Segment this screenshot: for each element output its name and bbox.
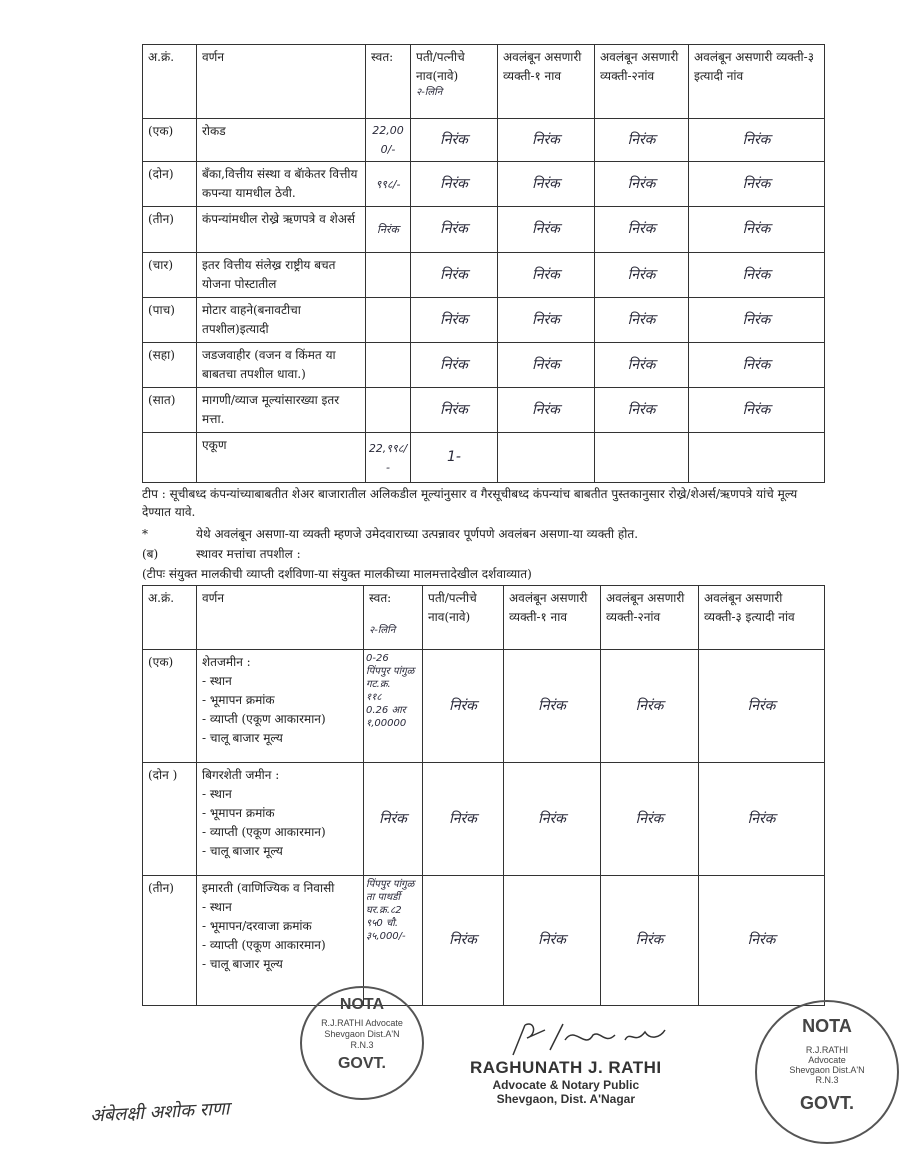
handwritten-value: निरंक bbox=[504, 650, 601, 763]
column-header-label: अ.क्रं. bbox=[148, 50, 175, 64]
handwritten-value: निरंक bbox=[498, 253, 595, 298]
note-joint-ownership: (टीपः संयुक्त मालकीची व्याप्ती दर्शविणा-या संयुक्त मालकीच्या मालमत्तादेखील दर्शवाव्यात) bbox=[142, 567, 532, 581]
serial-number: (तीन) bbox=[143, 876, 197, 1006]
serial-number: (एक) bbox=[143, 650, 197, 763]
column-header bbox=[143, 45, 197, 119]
serial-number: (दोन) bbox=[143, 162, 197, 207]
column-header bbox=[143, 586, 197, 650]
handwritten-value bbox=[366, 253, 411, 298]
handwritten-value: निरंक bbox=[498, 207, 595, 253]
section-label: (ब) bbox=[142, 547, 159, 561]
note-listed-companies: टीप : सूचीबध्द कंपन्यांच्याबाबतीत शेअर बाजारातील अलिकडील मूल्यांनुसार व गैरसूचीबध्द कंपन्यांच बाबतीत पुस्तकानुसार रोख्रे/शेअर्स/ऋणपत्रे यांचे मूल्य देण्यात यावे. bbox=[142, 487, 798, 519]
asset-description: बँका,वित्तीय संस्था व बॅाकेतर वित्तीय कपन्या यामधील ठेवी. bbox=[197, 162, 366, 207]
header-row bbox=[143, 586, 825, 650]
section-heading bbox=[142, 545, 824, 563]
column-header bbox=[504, 586, 601, 650]
handwritten-value: निरंक bbox=[504, 763, 601, 876]
notary-stamp-top: NOTA R.J.RATHI Advocate Shevgaon Dist.A'N R.N.3 GOVT. bbox=[300, 986, 424, 1100]
handwritten-value: निरंक bbox=[699, 763, 825, 876]
handwritten-note: २-लिनि bbox=[416, 87, 443, 98]
handwritten-value: 1- bbox=[411, 433, 498, 483]
asset-description: एकूण bbox=[197, 433, 366, 483]
movable-assets-table bbox=[142, 44, 825, 483]
handwritten-note: २-लिनि bbox=[369, 625, 396, 636]
notary-stamp-bottom: NOTA R.J.RATHI Advocate Shevgaon Dist.A'N R.N.3 GOVT. bbox=[755, 1000, 899, 1144]
handwritten-value: निरंक bbox=[595, 162, 689, 207]
serial-number: (सात) bbox=[143, 388, 197, 433]
column-header-label: स्वत: bbox=[371, 50, 394, 64]
notary-name: RAGHUNATH J. RATHI bbox=[470, 1058, 662, 1077]
handwritten-value: निरंक bbox=[689, 253, 825, 298]
handwritten-value: निरंक bbox=[411, 343, 498, 388]
notes-block bbox=[142, 485, 824, 583]
column-header-label: पती/पत्नीचे नाव(नावे) bbox=[428, 591, 477, 624]
handwritten-value: निरंक bbox=[411, 253, 498, 298]
table-row bbox=[143, 207, 825, 253]
column-header-label: अवलंबून असणारी व्यक्ती-३ इत्यादी नांव bbox=[704, 591, 795, 624]
handwritten-value: निरंक bbox=[689, 162, 825, 207]
column-header-label: अवलंबून असणारी व्यक्ती-२नांव bbox=[606, 591, 685, 624]
document-body bbox=[142, 44, 824, 1006]
handwritten-value: निरंक bbox=[411, 119, 498, 162]
notary-place: Shevgaon, Dist. A'Nagar bbox=[496, 1092, 636, 1106]
handwritten-value bbox=[498, 433, 595, 483]
serial-number: (चार) bbox=[143, 253, 197, 298]
notary-block bbox=[470, 1058, 662, 1106]
asset-description: बिगरशेती जमीन : - स्थान - भूमापन क्रमांक - व्याप्ती (एकूण आकारमान) - चालू बाजार मूल्य bbox=[197, 763, 364, 876]
handwritten-value: निरंक bbox=[595, 253, 689, 298]
handwritten-value: निरंक bbox=[423, 763, 504, 876]
column-header bbox=[364, 586, 423, 650]
handwritten-value: निरंक bbox=[699, 876, 825, 1006]
column-header-label: स्वत: bbox=[369, 591, 392, 605]
handwritten-value: निरंक bbox=[595, 207, 689, 253]
handwritten-value: निरंक bbox=[689, 298, 825, 343]
asset-description: इतर वित्तीय संलेख्र राष्ट्रीय बचत योजना पोस्टातील bbox=[197, 253, 366, 298]
self-value: पिंपपुर पांगुळ ता पाथर्डी घर.क्र.८2 ९५0 चौ. ३५,000/- bbox=[364, 876, 423, 1006]
immovable-assets-table bbox=[142, 585, 825, 1006]
handwritten-value bbox=[366, 388, 411, 433]
handwritten-value: निरंक bbox=[699, 650, 825, 763]
column-header-label: अ.क्रं. bbox=[148, 591, 175, 605]
handwritten-value: निरंक bbox=[498, 162, 595, 207]
asset-description: मोटार वाहने(बनावटीचा तपशील)इत्यादी bbox=[197, 298, 366, 343]
serial-number: (पाच) bbox=[143, 298, 197, 343]
handwritten-value: निरंक bbox=[411, 388, 498, 433]
handwritten-value: निरंक bbox=[601, 876, 699, 1006]
handwritten-value: निरंक bbox=[498, 298, 595, 343]
serial-number: (दोन ) bbox=[143, 763, 197, 876]
handwritten-value: निरंक bbox=[689, 119, 825, 162]
column-header-label: अवलंबून असणारी व्यक्ती-१ नाव bbox=[509, 591, 588, 624]
handwritten-value: निरंक bbox=[423, 876, 504, 1006]
handwritten-value: निरंक bbox=[423, 650, 504, 763]
handwritten-value: निरंक bbox=[595, 388, 689, 433]
column-header bbox=[689, 45, 825, 119]
asset-description: मागणी/व्याज मूल्यांसारख्या इतर मत्ता. bbox=[197, 388, 366, 433]
column-header-label: अवलंबून असणारी व्यक्ती-२नांव bbox=[600, 50, 679, 83]
column-header bbox=[595, 45, 689, 119]
serial-number: (एक) bbox=[143, 119, 197, 162]
column-header-label: अवलंबून असणारी व्यक्ती-१ नाव bbox=[503, 50, 582, 83]
column-header-label: अवलंबून असणारी व्यक्ती-३ इत्यादी नांव bbox=[694, 50, 814, 83]
asset-description: शेतजमीन : - स्थान - भूमापन क्रमांक - व्याप्ती (एकूण आकारमान) - चालू बाजार मूल्य bbox=[197, 650, 364, 763]
table-row bbox=[143, 388, 825, 433]
asset-description: रोकड bbox=[197, 119, 366, 162]
handwritten-value: 22,000/- bbox=[366, 119, 411, 162]
section-title: स्थावर मत्तांचा तपशील : bbox=[196, 547, 301, 561]
handwritten-value bbox=[595, 433, 689, 483]
table-row bbox=[143, 763, 825, 876]
serial-number: (सहा) bbox=[143, 343, 197, 388]
column-header bbox=[498, 45, 595, 119]
table-row bbox=[143, 162, 825, 207]
handwritten-value: निरंक bbox=[595, 119, 689, 162]
table-row bbox=[143, 119, 825, 162]
column-header bbox=[601, 586, 699, 650]
column-header bbox=[197, 586, 364, 650]
column-header bbox=[699, 586, 825, 650]
serial-number bbox=[143, 433, 197, 483]
handwritten-value: निरंक bbox=[498, 388, 595, 433]
table-row bbox=[143, 253, 825, 298]
self-value: 0-26 पिंपपुर पांगुळ गट.क्र. ११८ 0.26 आर १,00000 bbox=[364, 650, 423, 763]
column-header-label: पती/पत्नीचे नाव(नावे) bbox=[416, 50, 465, 83]
table-row bbox=[143, 298, 825, 343]
deponent-signature: अंबेलक्षी अशोक राणा bbox=[89, 1098, 230, 1127]
self-value: निरंक bbox=[364, 763, 423, 876]
column-header-label: वर्णन bbox=[202, 591, 225, 605]
table-row bbox=[143, 650, 825, 763]
column-header-label: वर्णन bbox=[202, 50, 225, 64]
asset-description: इमारती (वाणिज्यिक व निवासी - स्थान - भूमापन/दरवाजा क्रमांक - व्याप्ती (एकूण आकारमान) - चालू बाजार मूल्य bbox=[197, 876, 364, 1006]
handwritten-value: निरंक bbox=[601, 763, 699, 876]
column-header bbox=[423, 586, 504, 650]
note-star-row bbox=[142, 525, 824, 543]
handwritten-value: निरंक bbox=[411, 207, 498, 253]
column-header bbox=[366, 45, 411, 119]
handwritten-value: निरंक bbox=[595, 343, 689, 388]
handwritten-value: निरंक bbox=[498, 343, 595, 388]
handwritten-value: निरंक bbox=[366, 207, 411, 253]
table-row bbox=[143, 343, 825, 388]
handwritten-value: निरंक bbox=[498, 119, 595, 162]
column-header bbox=[411, 45, 498, 119]
handwritten-value: निरंक bbox=[689, 207, 825, 253]
asset-description: कंपन्यांमधील रोख्रे ऋणपत्रे व शेअर्स bbox=[197, 207, 366, 253]
handwritten-value bbox=[689, 433, 825, 483]
handwritten-value: निरंक bbox=[411, 162, 498, 207]
header-row bbox=[143, 45, 825, 119]
handwritten-value: ९९८/- bbox=[366, 162, 411, 207]
asset-description: जडजवाहीर (वजन व किंमत या बाबतचा तपशील धावा.) bbox=[197, 343, 366, 388]
handwritten-value: निरंक bbox=[689, 343, 825, 388]
handwritten-value: निरंक bbox=[601, 650, 699, 763]
table-row bbox=[143, 433, 825, 483]
table-row bbox=[143, 876, 825, 1006]
note-star: * bbox=[142, 527, 148, 541]
serial-number: (तीन) bbox=[143, 207, 197, 253]
column-header bbox=[197, 45, 366, 119]
handwritten-value: निरंक bbox=[504, 876, 601, 1006]
handwritten-value: निरंक bbox=[595, 298, 689, 343]
handwritten-value bbox=[366, 343, 411, 388]
notary-title: Advocate & Notary Public bbox=[492, 1078, 640, 1092]
note-dependents: येथे अवलंबून असणा-या व्यक्ती म्हणजे उमेदवाराच्या उत्पन्नावर पूर्णपणे अवलंबन असणा-या व्यक्ती होत. bbox=[196, 527, 639, 541]
handwritten-value: निरंक bbox=[689, 388, 825, 433]
notary-signature bbox=[505, 1020, 675, 1060]
handwritten-value: निरंक bbox=[411, 298, 498, 343]
handwritten-value: 22,९९८/- bbox=[366, 433, 411, 483]
handwritten-value bbox=[366, 298, 411, 343]
